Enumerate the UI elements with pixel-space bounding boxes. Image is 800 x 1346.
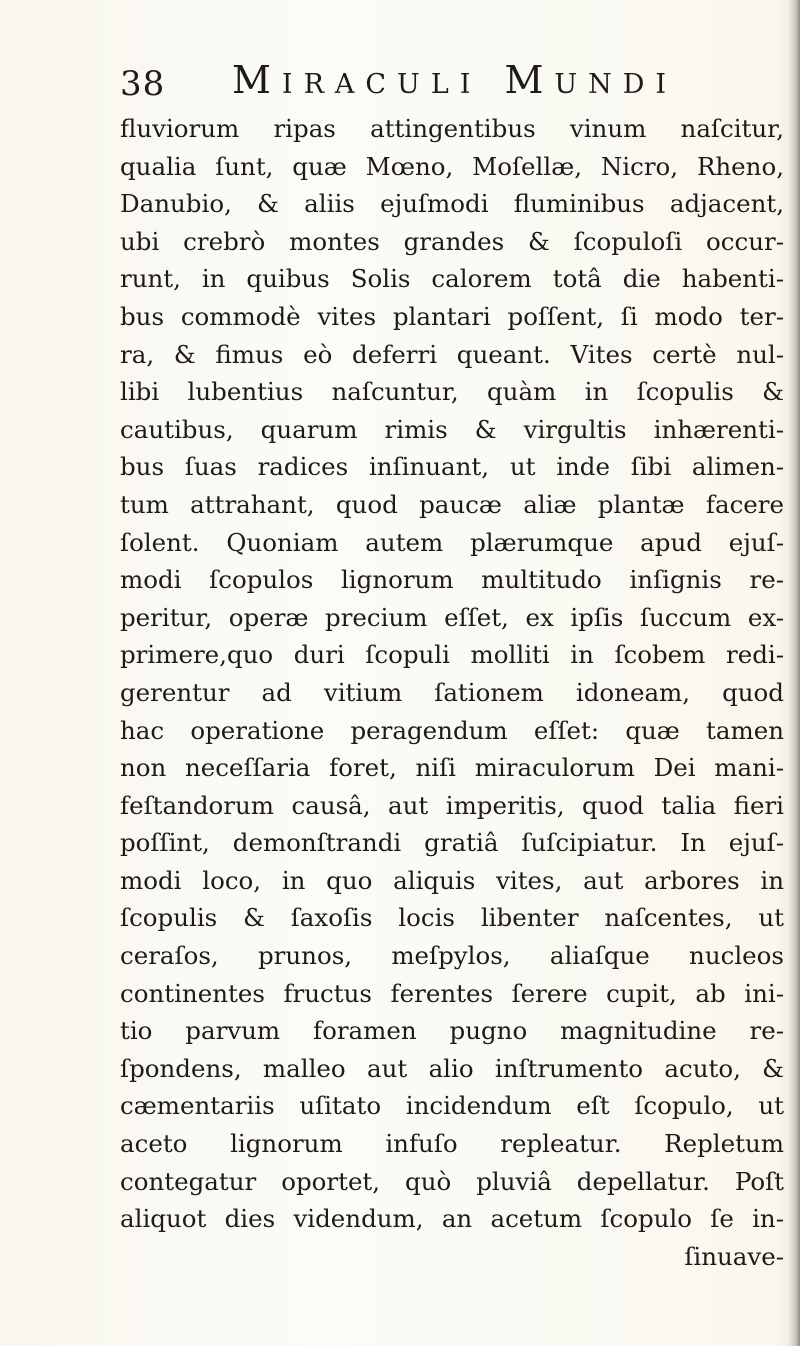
text-line: ſpondens, malleo aut alio inſtrumento acuto, & (120, 1053, 784, 1083)
text-line: fluviorum ripas attingentibus vinum naſcitur, (120, 114, 784, 143)
text-line: ſcopulis & ſaxoſis locis libenter naſcentes, ut (120, 903, 784, 933)
text-line: contegatur oportet, quò pluviâ depellatur. Poſt (120, 1166, 784, 1196)
text-line: non neceſſaria foret, niſi miraculorum Dei mani- (120, 753, 784, 783)
text-line: Danubio, & aliis ejuſmodi fluminibus adjacent, (120, 189, 784, 219)
text-line: feſtandorum causâ, aut imperitis, quod talia fieri (120, 790, 784, 820)
text-line: gerentur ad vitium ſationem idoneam, quod (120, 677, 784, 707)
running-title: Miraculi Mundi (232, 58, 678, 102)
text-line: primere,quo duri ſcopuli molliti in ſcobem redi- (120, 640, 784, 670)
text-line: modi loco, in quo aliquis vites, aut arbores in (120, 865, 784, 895)
text-line: ceraſos, prunos, meſpylos, aliaſque nucleos (120, 941, 784, 971)
text-line: aceto lignorum infuſo repleatur. Repletum (120, 1129, 784, 1159)
text-line: libi lubentius naſcuntur, quàm in ſcopulis & (120, 377, 784, 407)
text-line: ra, & fimus eò deferri queant. Vites certè nul- (120, 339, 784, 369)
text-line: tum attrahant, quod paucæ aliæ plantæ facere (120, 489, 784, 519)
text-line: bus ſuas radices inſinuant, ut inde ſibi alimen- (120, 452, 784, 482)
text-line: modi ſcopulos lignorum multitudo inſignis re- (120, 565, 784, 595)
text-line: peritur, operæ precium eſſet, ex ipſis ſuccum ex- (120, 602, 784, 632)
text-line: aliquot dies videndum, an acetum ſcopulo ſe in- (120, 1204, 784, 1234)
text-line: hac operatione peragendum eſſet: quæ tamen (120, 715, 784, 745)
text-line: cæmentariis uſitato incidendum eſt ſcopulo, ut (120, 1091, 784, 1121)
catchword-line: ſinuave- (684, 1241, 784, 1271)
text-line: cautibus, quarum rimis & virgultis inhærenti- (120, 414, 784, 444)
text-line: qualia ſunt, quæ Mœno, Moſellæ, Nicro, Rheno, (120, 151, 784, 181)
text-line: poſſint, demonſtrandi gratiâ ſuſcipiatur. In ejuſ- (120, 828, 784, 858)
page-number: 38 (120, 64, 166, 104)
text-line: tio parvum foramen pugno magnitudine re- (120, 1016, 784, 1046)
text-line: continentes fructus ferentes ſerere cupit, ab ini- (120, 978, 784, 1008)
text-line: runt, in quibus Solis calorem totâ die habenti- (120, 264, 784, 294)
body-text (120, 110, 784, 1275)
text-line: ubi crebrò montes grandes & ſcopuloſi occur- (120, 226, 784, 256)
page-edge-shadow (788, 0, 800, 1346)
text-line: bus commodè vites plantari poſſent, ſi modo ter- (120, 301, 784, 331)
page-header (120, 58, 760, 106)
text-line: ſolent. Quoniam autem plærumque apud ejuſ- (120, 527, 784, 557)
